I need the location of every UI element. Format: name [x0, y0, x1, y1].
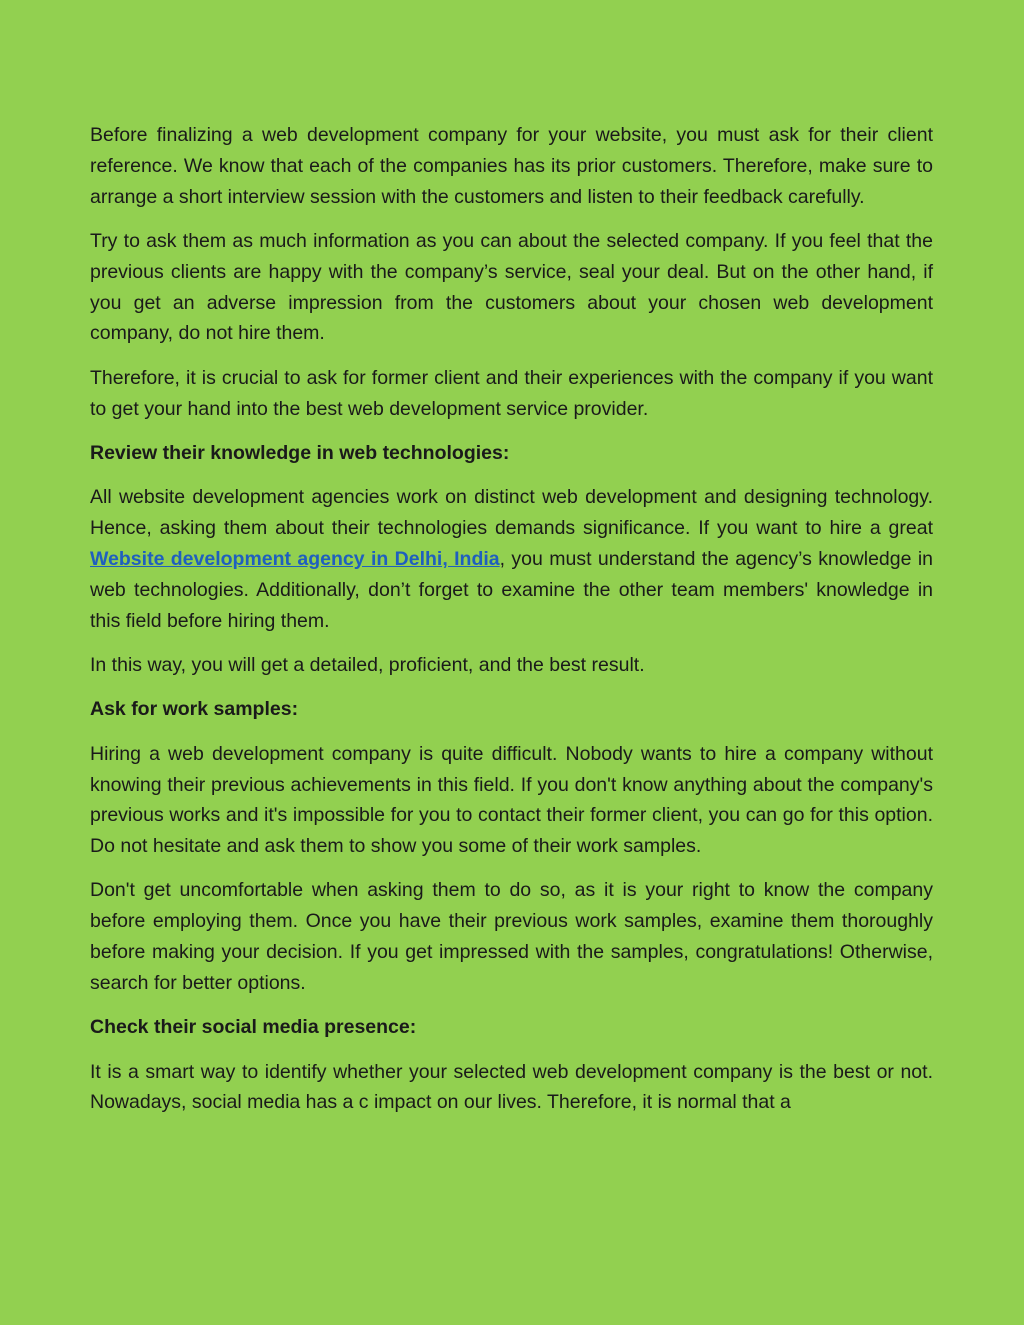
paragraph-result: In this way, you will get a detailed, proficient, and the best result.	[90, 653, 645, 676]
agency-link[interactable]: Website development agency in Delhi, India	[90, 547, 500, 570]
document-page	[90, 120, 933, 1132]
paragraph-technologies	[90, 482, 933, 636]
heading-work-samples: Ask for work samples:	[90, 698, 299, 721]
paragraph-former-client: Therefore, it is crucial to ask for former client and their experiences with the company if you want to get your hand into the best web development service provider.	[90, 366, 933, 420]
paragraph-social-media: It is a smart way to identify whether your selected web development company is the best or not. Nowadays, social media has a c impact on our lives. Therefore, it is normal that a	[90, 1060, 933, 1114]
heading-social-media: Check their social media presence:	[90, 1016, 417, 1039]
heading-web-technologies: Review their knowledge in web technologies:	[90, 441, 510, 464]
paragraph-technologies-text-end: , you must understand the agency’s knowledge in web technologies. Additionally, don’t forget to examine the other team members' knowledge in this field before hiring them.	[90, 547, 934, 632]
paragraph-client-reference: Before finalizing a web development company for your website, you must ask for their client reference. We know that each of the companies has its prior customers. Therefore, make sure to arrange a short interview session with the customers and listen to their feedback carefully.	[90, 124, 933, 208]
paragraph-hiring-difficult: Hiring a web development company is quite difficult. Nobody wants to hire a company without knowing their previous achievements in this field. If you don't know anything about the company's previous works and it's impossible for you to contact their former client, you can go for this option. Do not hesitate and ask them to show you some of their work samples.	[90, 742, 933, 858]
paragraph-ask-information: Try to ask them as much information as you can about the selected company. If you feel that the previous clients are happy with the company’s service, seal your deal. But on the other hand, if you get an adverse impression from the customers about your chosen web development company, do not hire them.	[90, 229, 933, 345]
paragraph-uncomfortable: Don't get uncomfortable when asking them to do so, as it is your right to know the company before employing them. Once you have their previous work samples, examine them thoroughly before making your decision. If you get impressed with the samples, congratulations! Otherwise, search for better options.	[90, 879, 933, 994]
paragraph-technologies-text-start: All website development agencies work on distinct web development and designing technology. Hence, asking them about their technologies demands significance. If you want to hire a great	[90, 486, 933, 540]
